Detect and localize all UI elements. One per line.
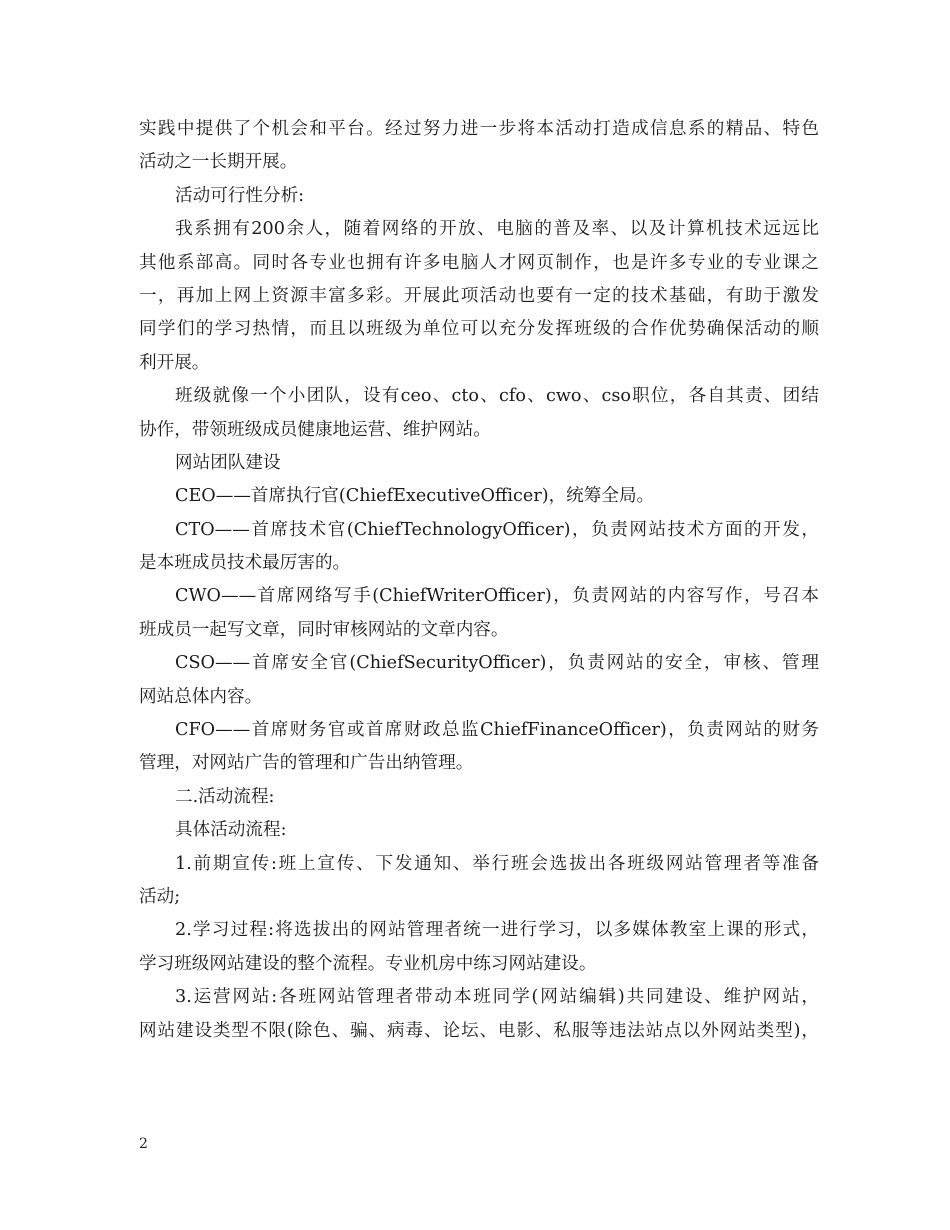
text-line: 活动; <box>139 886 181 907</box>
text-line: 1.前期宣传:班上宣传、下发通知、举行班会选拔出各班级网站管理者等准备 <box>175 853 819 874</box>
text-line: 具体活动流程: <box>175 820 287 841</box>
text-line: 活动可行性分析: <box>175 185 305 206</box>
paragraph <box>139 914 819 981</box>
document-body <box>139 113 819 1048</box>
text-line: 实践中提供了个机会和平台。经过努力进一步将本活动打造成信息系的精品、特色 <box>139 119 819 139</box>
paragraph <box>139 714 819 781</box>
paragraph <box>139 480 819 513</box>
text-line: CEO——首席执行官(ChiefExecutiveOfficer)，统筹全局。 <box>175 486 655 507</box>
text-line: 协作，带领班级成员健康地运营、维护网站。 <box>139 419 491 440</box>
paragraph <box>139 514 819 581</box>
paragraph <box>139 447 819 480</box>
text-line: 同学们的学习热情，而且以班级为单位可以充分发挥班级的合作优势确保活动的顺 <box>139 319 819 340</box>
paragraph <box>139 647 819 714</box>
text-line: 学习班级网站建设的整个流程。专业机房中练习网站建设。 <box>139 953 597 974</box>
text-line: 我系拥有200余人，随着网络的开放、电脑的普及率、以及计算机技术远远比 <box>175 219 819 240</box>
text-line: 管理，对网站广告的管理和广告出纳管理。 <box>139 753 474 774</box>
paragraph <box>139 981 819 1048</box>
text-line: CFO——首席财务官或首席财政总监ChiefFinanceOfficer)，负责网站的财务 <box>175 720 819 741</box>
text-line: CSO——首席安全官(ChiefSecurityOfficer)，负责网站的安全，审核、管理 <box>175 653 819 674</box>
text-line: 网站团队建设 <box>175 452 281 473</box>
text-line: 2.学习过程:将选拔出的网站管理者统一进行学习，以多媒体教室上课的形式， <box>175 920 819 941</box>
text-line: 3.运营网站:各班网站管理者带动本班同学(网站编辑)共同建设、维护网站， <box>175 987 819 1008</box>
text-line: 班级就像一个小团队，设有ceo、cto、cfo、cwo、cso职位，各自其责、团结 <box>175 386 819 407</box>
text-line: 网站总体内容。 <box>139 686 263 707</box>
text-line: CWO——首席网络写手(ChiefWriterOfficer)，负责网站的内容写作，号召本 <box>175 586 819 607</box>
text-line: 一，再加上网上资源丰富多彩。开展此项活动也要有一定的技术基础，有助于激发 <box>139 285 819 306</box>
paragraph <box>139 580 819 647</box>
paragraph <box>139 814 819 847</box>
text-line: CTO——首席技术官(ChiefTechnologyOfficer)，负责网站技术方面的开发， <box>175 519 819 540</box>
text-line: 班成员一起写文章，同时审核网站的文章内容。 <box>139 619 509 640</box>
page-number: 2 <box>139 1136 148 1152</box>
text-line: 活动之一长期开展。 <box>139 152 298 173</box>
paragraph <box>139 848 819 915</box>
text-line: 利开展。 <box>139 352 210 373</box>
text-line: 网站建设类型不限(除色、骗、病毒、论坛、电影、私服等违法站点以外网站类型)， <box>139 1020 819 1041</box>
text-line: 其他系部高。同时各专业也拥有许多电脑人才网页制作，也是许多专业的专业课之 <box>139 252 819 273</box>
text-line: 是本班成员技术最厉害的。 <box>139 553 351 574</box>
paragraph <box>139 113 819 180</box>
text-line: 二.活动流程: <box>175 786 275 807</box>
paragraph <box>139 380 819 447</box>
paragraph <box>139 781 819 814</box>
paragraph <box>139 180 819 213</box>
paragraph <box>139 213 819 380</box>
